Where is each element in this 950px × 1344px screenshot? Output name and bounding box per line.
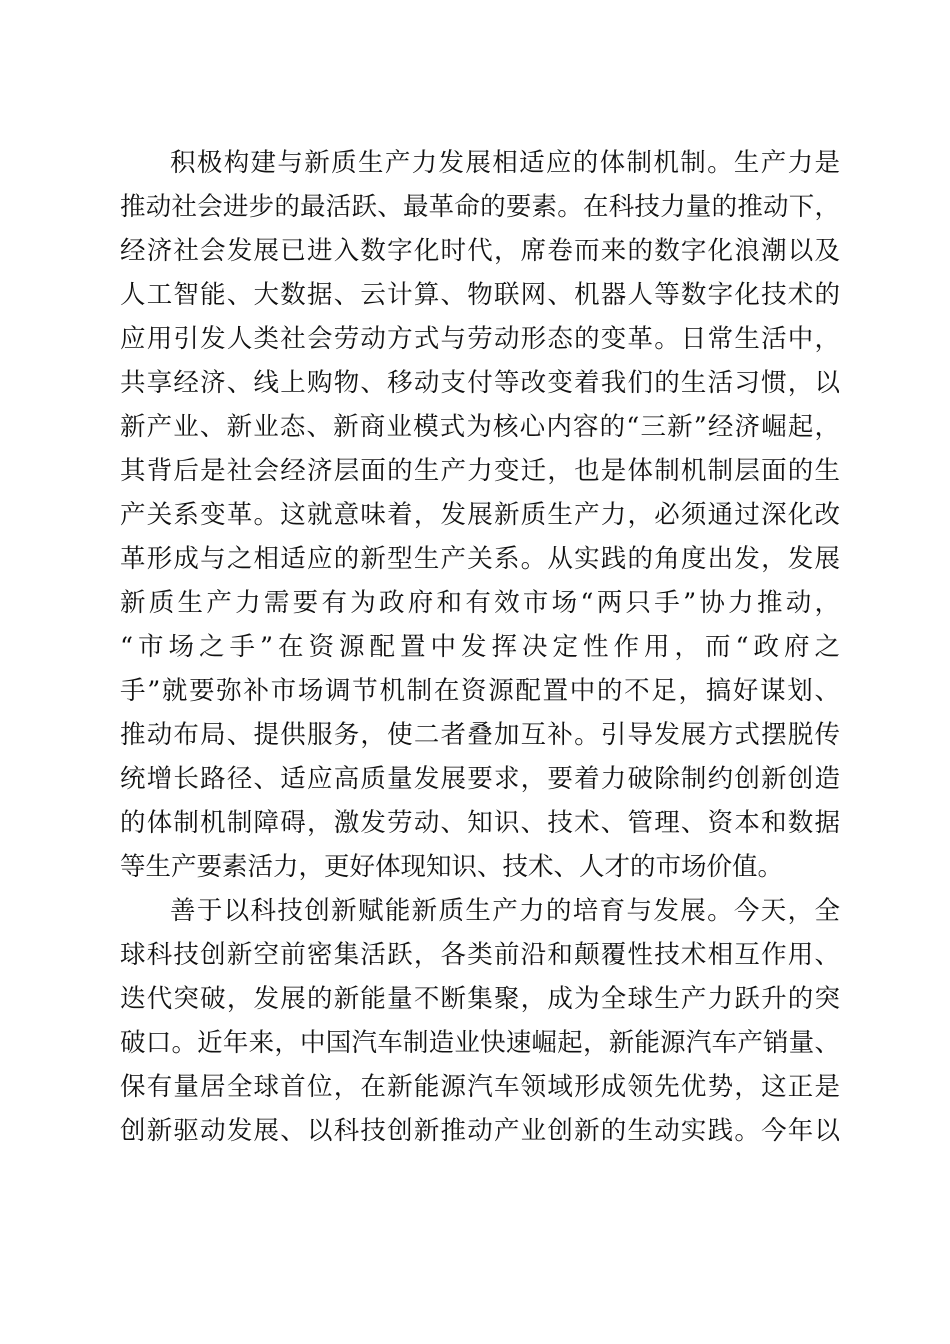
- paragraph-1-line-8: 其背后是社会经济层面的生产力变迁，也是体制机制层面的生: [120, 456, 840, 486]
- paragraph-2-line-2: 球科技创新空前密集活跃，各类前沿和颠覆性技术相互作用、: [120, 940, 840, 970]
- paragraph-1-line-14: 推动布局、提供服务，使二者叠加互补。引导发展方式摆脱传: [120, 720, 840, 750]
- paragraph-1-line-10: 革形成与之相适应的新型生产关系。从实践的角度出发，发展: [120, 544, 840, 574]
- paragraph-1-line-11: 新质生产力需要有为政府和有效市场“两只手”协力推动，: [120, 588, 840, 618]
- paragraph-1-line-16: 的体制机制障碍，激发劳动、知识、技术、管理、资本和数据: [120, 808, 840, 838]
- paragraph-2-line-6: 创新驱动发展、以科技创新推动产业创新的生动实践。今年以: [120, 1116, 840, 1146]
- paragraph-1-line-2: 推动社会进步的最活跃、最革命的要素。在科技力量的推动下，: [120, 192, 840, 222]
- paragraph-2-line-5: 保有量居全球首位，在新能源汽车领域形成领先优势，这正是: [120, 1072, 840, 1102]
- paragraph-2-line-4: 破口。近年来，中国汽车制造业快速崛起，新能源汽车产销量、: [120, 1028, 840, 1058]
- paragraph-1-line-17: 等生产要素活力，更好体现知识、技术、人才的市场价值。: [120, 852, 784, 882]
- paragraph-1-line-4: 人工智能、大数据、云计算、物联网、机器人等数字化技术的: [120, 280, 840, 310]
- paragraph-1-line-1: 积极构建与新质生产力发展相适应的体制机制。生产力是: [170, 148, 840, 178]
- paragraph-1-line-12: “市场之手”在资源配置中发挥决定性作用，而“政府之: [120, 632, 840, 662]
- paragraph-1-line-9: 产关系变革。这就意味着，发展新质生产力，必须通过深化改: [120, 500, 840, 530]
- paragraph-2-line-1: 善于以科技创新赋能新质生产力的培育与发展。今天，全: [170, 896, 840, 926]
- paragraph-1-line-5: 应用引发人类社会劳动方式与劳动形态的变革。日常生活中，: [120, 324, 840, 354]
- paragraph-1-line-7: 新产业、新业态、新商业模式为核心内容的“三新”经济崛起，: [120, 412, 840, 442]
- paragraph-1-line-3: 经济社会发展已进入数字化时代，席卷而来的数字化浪潮以及: [120, 236, 840, 266]
- paragraph-2-line-3: 迭代突破，发展的新能量不断集聚，成为全球生产力跃升的突: [120, 984, 840, 1014]
- paragraph-1-line-15: 统增长路径、适应高质量发展要求，要着力破除制约创新创造: [120, 764, 840, 794]
- paragraph-1-line-13: 手”就要弥补市场调节机制在资源配置中的不足，搞好谋划、: [120, 676, 840, 706]
- paragraph-1-line-6: 共享经济、线上购物、移动支付等改变着我们的生活习惯，以: [120, 368, 840, 398]
